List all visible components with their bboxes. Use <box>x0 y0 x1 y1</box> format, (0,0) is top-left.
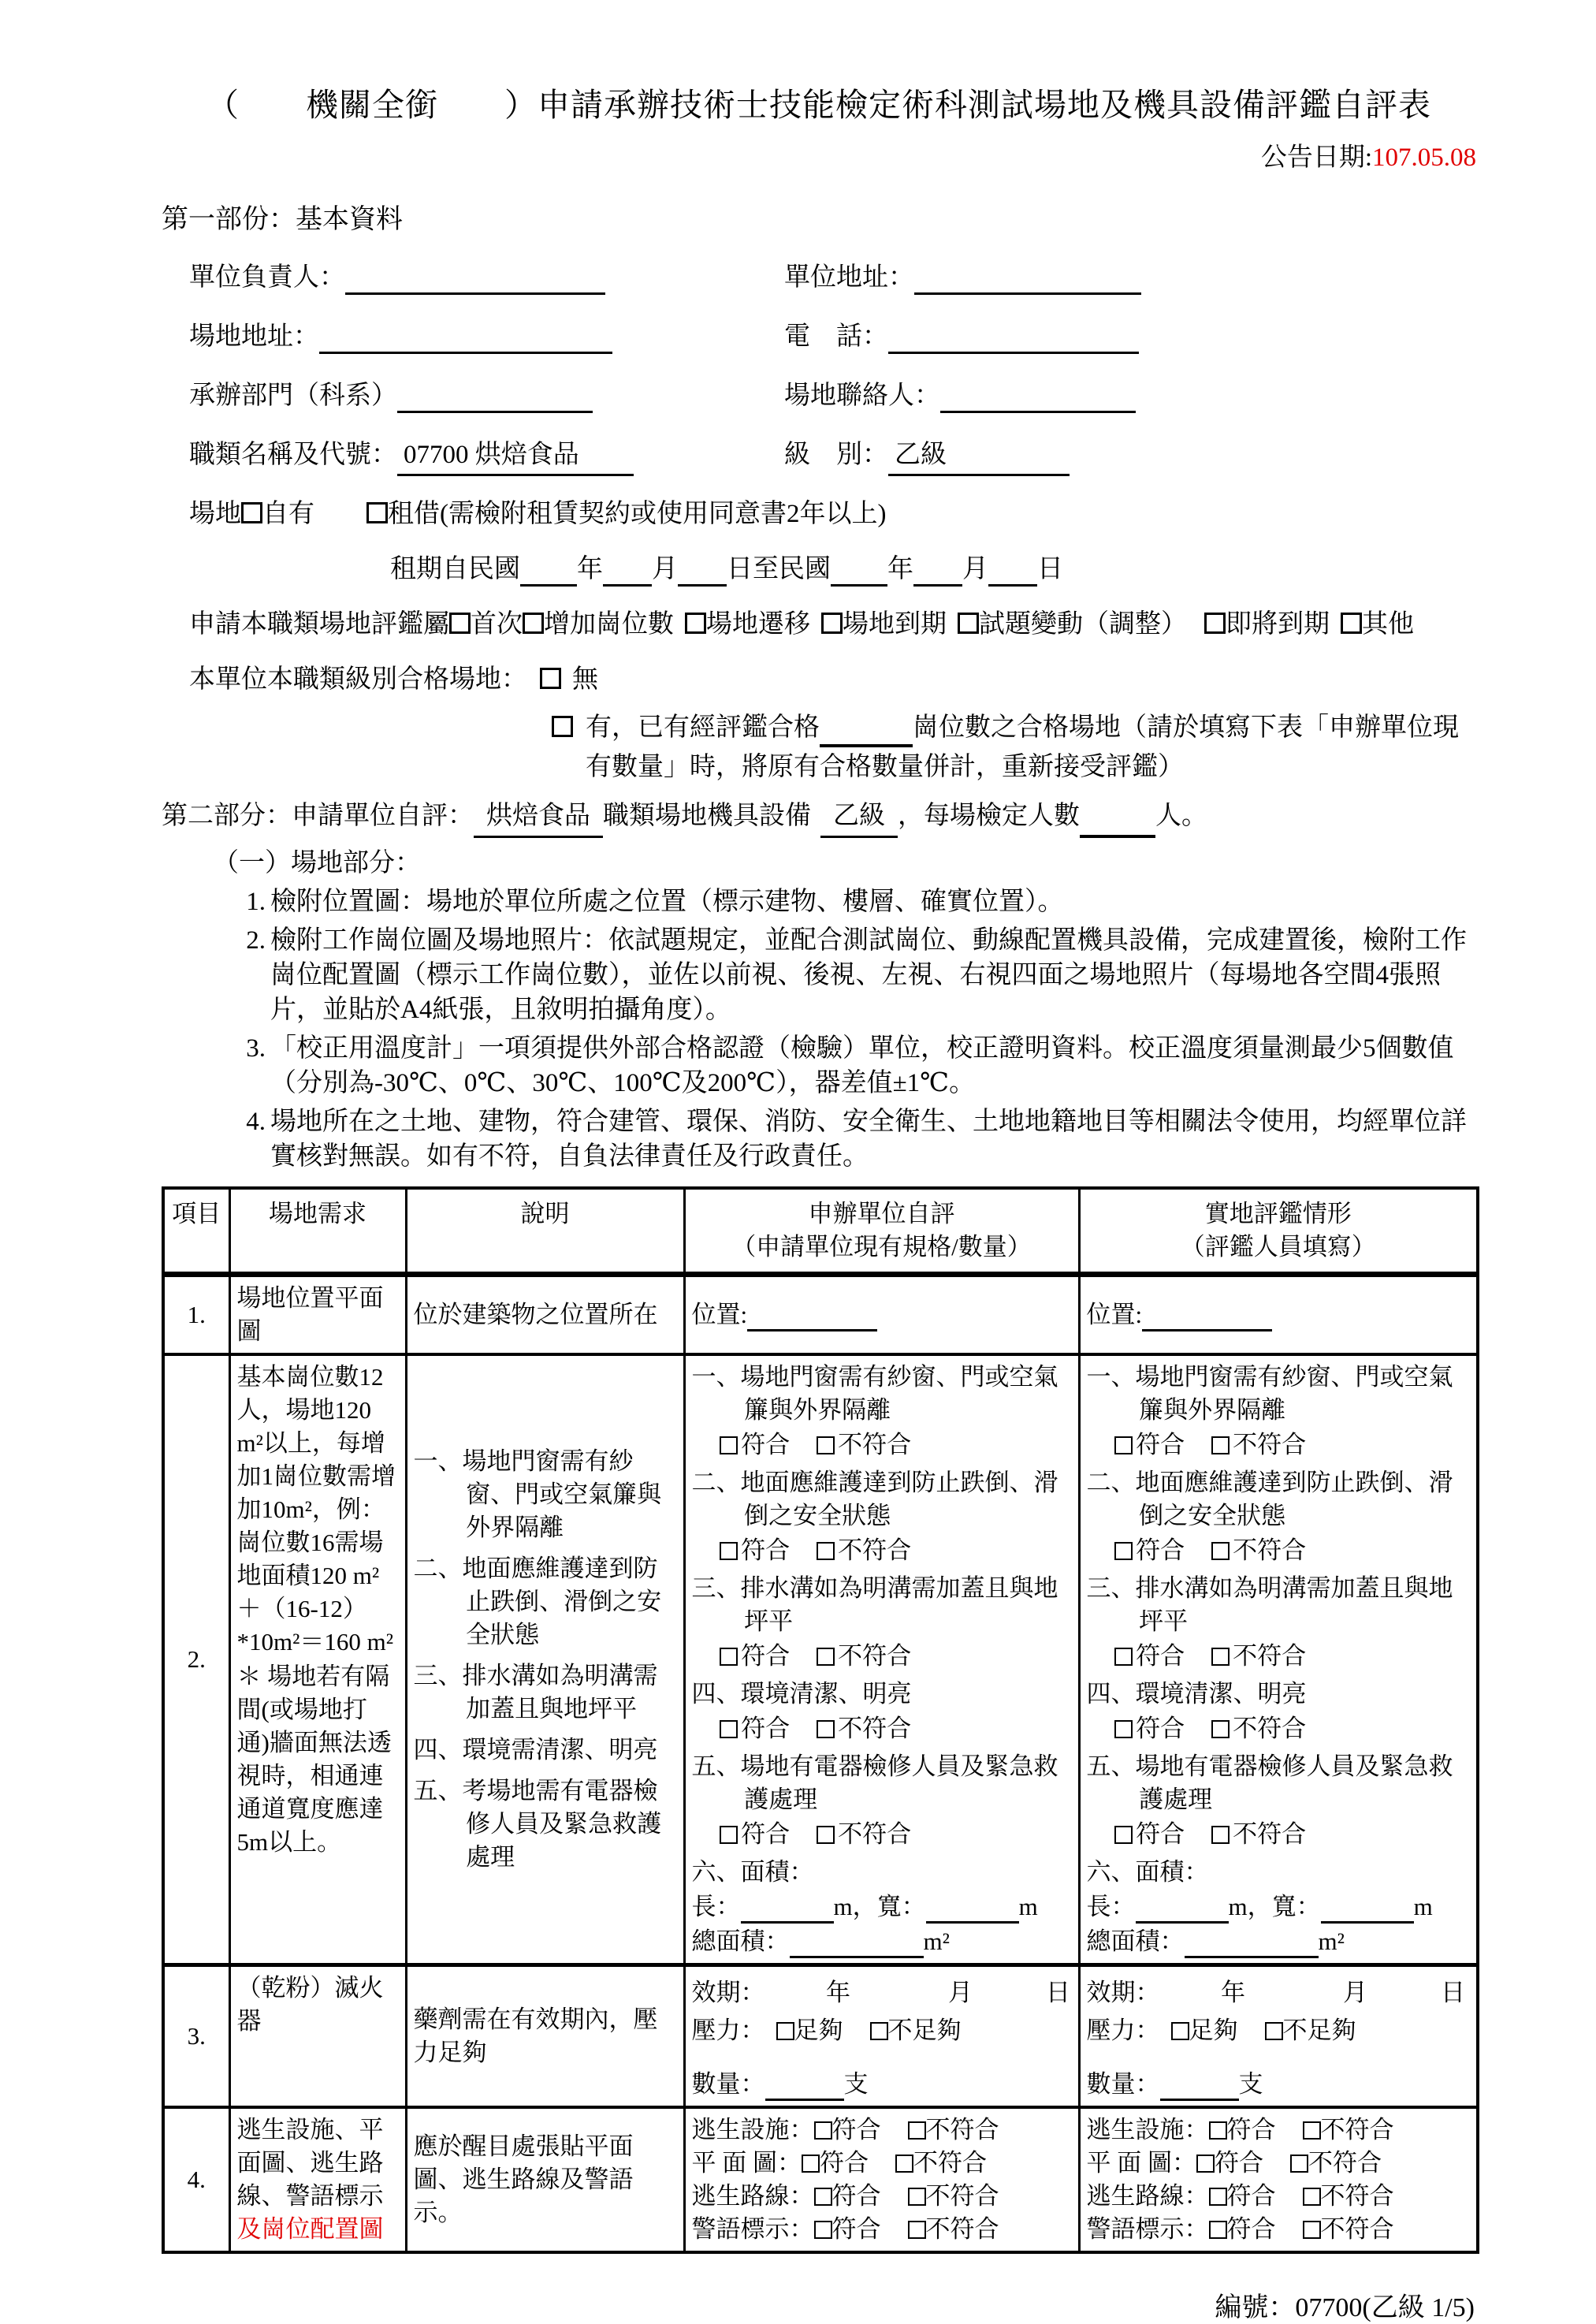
line-label: 逃生設施： <box>691 2116 814 2143</box>
square-meter-unit: m² <box>923 1927 950 1955</box>
quantity-unit: 支 <box>843 2070 869 2098</box>
criterion-text: 三、排水溝如為明溝需加蓋且與地坪平 <box>691 1574 1058 1635</box>
length-label: 長： <box>691 1893 741 1920</box>
pressure-low-checkbox[interactable] <box>870 2022 888 2040</box>
desc-item: 三、排水溝如為明溝需加蓋且與地坪平 <box>413 1662 658 1723</box>
test-change-checkbox[interactable] <box>958 613 979 634</box>
meter-unit: m <box>1413 1893 1433 1920</box>
header-requirement: 場地需求 <box>229 1188 406 1275</box>
width-field[interactable] <box>1321 1895 1414 1924</box>
pass-label: 符合 <box>741 1820 791 1848</box>
criterion-text: 二、地面應維護達到防止跌倒、滑倒之安全狀態 <box>691 1469 1058 1529</box>
option-label: 增加崗位數 <box>544 610 674 639</box>
row4-onsite-eval <box>1079 2107 1478 2252</box>
quantity-field[interactable] <box>1160 2073 1239 2101</box>
width-field[interactable] <box>926 1895 1019 1924</box>
rent-start-year-field[interactable] <box>520 557 577 587</box>
fail-label: 不符合 <box>838 1536 912 1564</box>
field-row <box>162 438 1476 476</box>
fail-checkbox[interactable] <box>908 2121 926 2140</box>
criterion-text: 三、排水溝如為明溝需加蓋且與地坪平 <box>1086 1574 1453 1635</box>
total-area-field[interactable] <box>1185 1930 1319 1958</box>
criterion-text: 五、場地有電器檢修人員及緊急救護處理 <box>691 1752 1058 1813</box>
row3-requirement: （乾粉）滅火器 <box>229 1965 406 2108</box>
line-label: 逃生路線： <box>1086 2182 1209 2210</box>
qualified-site-label: 本單位本職類級別合格場地： <box>189 665 527 694</box>
expiring-soon-checkbox[interactable] <box>1204 613 1226 634</box>
fail-label: 不符合 <box>838 1715 912 1742</box>
row2-number: 2. <box>163 1354 229 1965</box>
page-title: （ 機關全銜 ）申請承辦技術士技能檢定術科測試場地及機具設備評鑑自評表 <box>206 87 1431 123</box>
quantity-line <box>1087 2068 1471 2101</box>
fail-checkbox[interactable] <box>1211 1648 1230 1666</box>
evaluation-table <box>162 1186 1479 2254</box>
option-label: 即將到期 <box>1226 610 1330 639</box>
fail-label: 不符合 <box>1320 2116 1394 2143</box>
yes-checkbox[interactable] <box>552 716 573 737</box>
row2-requirement-main: 基本崗位數12人，場地120 m²以上，每增加1崗位數需增加10m²，例：崗位數16需場地面積120 m²＋（16-12）*10m²＝160 m² <box>236 1363 396 1655</box>
rent-start-month-field[interactable] <box>603 557 652 587</box>
candidate-count-field[interactable] <box>1080 808 1155 838</box>
job-type-label: 職類名稱及代號： <box>189 441 397 469</box>
header-self-eval-title: 申辦單位自評 <box>808 1200 955 1227</box>
rent-period-text: 年 <box>577 555 603 583</box>
pressure-label: 壓力： <box>1086 2017 1160 2044</box>
escape-route-line <box>692 2180 1072 2213</box>
fail-label: 不符合 <box>1320 2215 1394 2243</box>
header-self-eval-sub: （申請單位現有規格/數量） <box>731 1233 1032 1261</box>
announce-date-line <box>162 136 1476 173</box>
fail-label: 不符合 <box>1233 1642 1307 1670</box>
fail-checkbox[interactable] <box>817 1826 835 1844</box>
enough-label: 足夠 <box>1189 2017 1238 2044</box>
department-label: 承辦部門（科系） <box>189 382 397 410</box>
pass-checkbox[interactable] <box>814 2221 832 2239</box>
option-label: 場地到期 <box>843 610 947 639</box>
meter-unit: m <box>1018 1893 1038 1920</box>
location-label: 位置: <box>691 1301 748 1328</box>
row1-number: 1. <box>163 1275 229 1355</box>
criterion-text: 五、場地有電器檢修人員及緊急救護處理 <box>1086 1752 1453 1813</box>
item-text: 檢附工作崗位圖及場地照片：依試題規定，並配合測試崗位、動線配置機具設備，完成建置後，檢附工作崗位配置圖（標示工作崗位數），並佐以前視、後視、左視、右視四面之場地照片（每場地各空間4張照片，並貼於A4紙張，且敘明拍攝角度）。 <box>270 926 1467 1024</box>
quantity-label: 數量： <box>691 2070 765 2098</box>
row4-requirement-red-text: 及崗位配置圖 <box>236 2215 384 2243</box>
fail-checkbox[interactable] <box>1303 2121 1321 2140</box>
quantity-field[interactable] <box>765 2073 844 2101</box>
line-label: 平 面 圖： <box>1086 2149 1196 2177</box>
desc-item: 四、環境需清潔、明亮 <box>413 1736 658 1763</box>
rent-period-text: 租期自民國 <box>390 555 520 583</box>
row3-self-eval <box>684 1965 1079 2108</box>
qualified-yes-text <box>573 708 1464 787</box>
row3-number: 3. <box>163 1965 229 2108</box>
site-expired-checkbox[interactable] <box>821 613 843 634</box>
fail-label: 不符合 <box>838 1820 912 1848</box>
fail-checkbox[interactable] <box>1290 2155 1308 2173</box>
own-checkbox[interactable] <box>241 502 262 523</box>
fail-checkbox[interactable] <box>1211 1542 1230 1560</box>
qualified-yes-row <box>162 708 1476 787</box>
quantity-line <box>692 2068 1072 2101</box>
phone-label: 電 話： <box>784 322 888 351</box>
meter-unit: m <box>833 1893 853 1920</box>
pass-label: 符合 <box>831 2215 881 2243</box>
pass-label: 符合 <box>1215 2149 1263 2177</box>
department-field[interactable] <box>397 383 593 413</box>
desc-item: 二、地面應維護達到防止跌倒、滑倒之安全狀態 <box>413 1555 662 1648</box>
item-number: 1. <box>246 888 266 916</box>
pass-label: 符合 <box>741 1715 791 1742</box>
total-area-label: 總面積： <box>691 1927 790 1955</box>
part2-level-value: 乙級 <box>820 798 898 838</box>
option-label: 試題變動（調整） <box>979 610 1187 639</box>
pressure-ok-checkbox[interactable] <box>1171 2022 1189 2040</box>
fail-label: 不符合 <box>1233 1536 1307 1564</box>
part2-job-value: 烘焙食品 <box>474 798 603 838</box>
desc-item: 五、考場地需有電器檢修人員及緊急救護處理 <box>413 1777 662 1871</box>
row1-self-eval <box>684 1275 1079 1355</box>
fail-checkbox[interactable] <box>1211 1720 1230 1738</box>
fail-checkbox[interactable] <box>817 1648 835 1666</box>
pass-checkbox[interactable] <box>720 1436 738 1454</box>
row1-description: 位於建築物之位置所在 <box>406 1275 684 1355</box>
width-label: ，寬： <box>1247 1893 1321 1920</box>
part2-heading-prefix: 第二部分：申請單位自評： <box>162 802 474 830</box>
field-row <box>162 261 1476 295</box>
none-checkbox[interactable] <box>540 668 561 689</box>
site-ownership-row <box>162 497 1476 531</box>
row2-description <box>406 1354 684 1965</box>
pass-checkbox[interactable] <box>1114 1542 1133 1560</box>
pass-checkbox[interactable] <box>1196 2155 1215 2173</box>
item-number: 4. <box>246 1108 266 1136</box>
fail-label: 不符合 <box>1233 1431 1307 1458</box>
criterion-text: 二、地面應維護達到防止跌倒、滑倒之安全狀態 <box>1086 1469 1453 1529</box>
warning-sign-line <box>1087 2213 1471 2246</box>
pass-checkbox[interactable] <box>1114 1436 1133 1454</box>
desc-item: 一、場地門窗需有紗窗、門或空氣簾與外界隔離 <box>413 1447 662 1541</box>
qualified-count-field[interactable] <box>820 717 913 747</box>
pass-checkbox[interactable] <box>814 2188 832 2206</box>
length-field[interactable] <box>1136 1895 1229 1924</box>
line-label: 警語標示： <box>691 2215 814 2243</box>
own-label: 自有 <box>262 500 314 528</box>
fail-label: 不符合 <box>1233 1715 1307 1742</box>
rent-label: 租借(需檢附租賃契約或使用同意書2年以上) <box>388 500 887 528</box>
unit-address-field[interactable] <box>914 265 1141 295</box>
rent-period-text: 日 <box>1037 555 1063 583</box>
escape-facility-line <box>1087 2114 1471 2147</box>
first-time-checkbox[interactable] <box>449 613 471 634</box>
pass-label: 符合 <box>1136 1642 1185 1670</box>
quantity-unit: 支 <box>1238 2070 1263 2098</box>
floor-plan-line <box>692 2147 1072 2180</box>
length-field[interactable] <box>741 1895 834 1924</box>
part2-heading-mid: 職類場地機具設備 <box>603 802 811 830</box>
option-label: 其他 <box>1362 610 1414 639</box>
fail-checkbox[interactable] <box>908 2188 926 2206</box>
row2-onsite-eval <box>1079 1354 1478 1965</box>
pass-checkbox[interactable] <box>1114 1826 1133 1844</box>
header-description: 說明 <box>406 1188 684 1275</box>
pass-checkbox[interactable] <box>1209 2121 1227 2140</box>
fail-checkbox[interactable] <box>817 1436 835 1454</box>
warning-sign-line <box>692 2213 1072 2246</box>
pass-checkbox[interactable] <box>720 1720 738 1738</box>
part2-item-4 <box>162 1104 1476 1174</box>
part2-heading-suffix: ，每場檢定人數 <box>898 802 1080 830</box>
qualified-site-row <box>162 663 1476 697</box>
table-row <box>163 2107 1478 2252</box>
owner-field[interactable] <box>345 265 605 295</box>
fail-checkbox[interactable] <box>1303 2188 1321 2206</box>
pass-label: 符合 <box>741 1642 791 1670</box>
row2-self-eval <box>684 1354 1079 1965</box>
escape-route-line <box>1087 2180 1471 2213</box>
pressure-label: 壓力： <box>691 2017 765 2044</box>
evaluation-type-prefix: 申請本職類場地評鑑屬 <box>189 610 449 639</box>
fail-label: 不符合 <box>1320 2182 1394 2210</box>
pass-label: 符合 <box>1136 1820 1185 1848</box>
pass-checkbox[interactable] <box>1209 2188 1227 2206</box>
item-number: 3. <box>246 1034 266 1063</box>
pass-checkbox[interactable] <box>1114 1720 1133 1738</box>
length-label: 長： <box>1086 1893 1136 1920</box>
validity-line: 效期： 年 月 日 <box>1086 1979 1465 2006</box>
announce-date: 107.05.08 <box>1372 143 1476 172</box>
add-positions-checkbox[interactable] <box>523 613 544 634</box>
not-enough-label: 不足夠 <box>887 2017 962 2044</box>
none-label: 無 <box>572 665 598 694</box>
floor-plan-line <box>1087 2147 1471 2180</box>
table-row <box>163 1965 1478 2108</box>
row1-onsite-eval <box>1079 1275 1478 1355</box>
fail-label: 不符合 <box>925 2215 999 2243</box>
pressure-line <box>1087 2014 1471 2047</box>
rent-period-row <box>162 553 1476 587</box>
pass-label: 符合 <box>1136 1536 1185 1564</box>
qualified-yes-prefix: 有，已有經評鑑合格 <box>586 713 820 742</box>
location-field[interactable] <box>1142 1303 1272 1331</box>
contact-label: 場地聯絡人： <box>784 382 940 410</box>
line-label: 逃生路線： <box>691 2182 814 2210</box>
pass-label: 符合 <box>1136 1715 1185 1742</box>
pass-label: 符合 <box>1226 2215 1276 2243</box>
pass-label: 符合 <box>1226 2116 1276 2143</box>
contact-field[interactable] <box>940 383 1136 413</box>
row3-onsite-eval <box>1079 1965 1478 2108</box>
line-label: 平 面 圖： <box>691 2149 802 2177</box>
job-type-value: 07700 烘焙食品 <box>397 438 634 476</box>
part2-sub-heading: （一）場地部分： <box>213 849 421 877</box>
pass-label: 符合 <box>820 2149 869 2177</box>
line-label: 警語標示： <box>1086 2215 1209 2243</box>
location-field[interactable] <box>747 1303 877 1331</box>
pass-label: 符合 <box>1136 1431 1185 1458</box>
item-text: 場地所在之土地、建物，符合建管、環保、消防、安全衛生、土地地籍地目等相關法令使用，均經單位詳實核對無誤。如有不符，自負法律責任及行政責任。 <box>270 1108 1467 1171</box>
rent-start-day-field[interactable] <box>678 557 727 587</box>
validity-line: 效期： 年 月 日 <box>691 1979 1070 2006</box>
qualified-yes-suffix: 崗位數之合格場地（請於填寫下表「申辦單位現有數量」時，將原有合格數量併計，重新接受評鑑） <box>586 713 1459 781</box>
row4-requirement-text: 逃生設施、平面圖、逃生路線、警語標示 <box>236 2116 384 2210</box>
rent-end-day-field[interactable] <box>988 557 1037 587</box>
owner-label: 單位負責人： <box>189 263 345 292</box>
meter-unit: m <box>1228 1893 1248 1920</box>
row4-self-eval <box>684 2107 1079 2252</box>
fail-label: 不符合 <box>1308 2149 1382 2177</box>
rent-end-month-field[interactable] <box>913 557 962 587</box>
table-row <box>163 1354 1478 1965</box>
rent-period-text: 年 <box>887 555 913 583</box>
unit-address-label: 單位地址： <box>784 263 914 292</box>
not-enough-label: 不足夠 <box>1282 2017 1356 2044</box>
fail-checkbox[interactable] <box>817 1542 835 1560</box>
fail-checkbox[interactable] <box>817 1720 835 1738</box>
escape-facility-line <box>692 2114 1072 2147</box>
area-title: 六、面積： <box>1086 1858 1209 1886</box>
fail-label: 不符合 <box>913 2149 987 2177</box>
area-total <box>1087 1925 1471 1958</box>
page-code: 編號：07700(乙級 1/5) <box>1215 2293 1475 2322</box>
row4-requirement <box>229 2107 406 2252</box>
site-address-label: 場地地址： <box>189 322 319 351</box>
pass-label: 符合 <box>831 2116 881 2143</box>
fail-checkbox[interactable] <box>895 2155 913 2173</box>
site-address-field[interactable] <box>319 324 612 354</box>
option-label: 首次 <box>471 610 523 639</box>
width-label: ，寬： <box>852 1893 926 1920</box>
pass-label: 符合 <box>1226 2182 1276 2210</box>
item-text: 檢附位置圖：場地於單位所處之位置（標示建物、樓層、確實位置）。 <box>270 888 1064 916</box>
square-meter-unit: m² <box>1318 1927 1345 1955</box>
item-number: 2. <box>246 926 266 955</box>
pass-checkbox[interactable] <box>720 1648 738 1666</box>
criterion-text: 一、場地門窗需有紗窗、門或空氣簾與外界隔離 <box>691 1363 1058 1424</box>
row4-number: 4. <box>163 2107 229 2252</box>
pass-label: 符合 <box>741 1536 791 1564</box>
location-label: 位置: <box>1086 1301 1143 1328</box>
row2-requirement-note: ＊ 場地若有隔間(或場地打通)牆面無法透視時，相通連通道寬度應達5m以上。 <box>236 1663 392 1856</box>
rent-checkbox[interactable] <box>366 502 388 523</box>
pass-checkbox[interactable] <box>720 1826 738 1844</box>
area-title: 六、面積： <box>691 1858 814 1886</box>
rent-end-year-field[interactable] <box>831 557 887 587</box>
header-onsite-sub: （評鑑人員填寫） <box>1180 1233 1376 1261</box>
part2-heading <box>162 798 1476 838</box>
row2-requirement <box>229 1354 406 1965</box>
header-onsite-title: 實地評鑑情形 <box>1204 1200 1352 1227</box>
criterion-text: 四、環境清潔、明亮 <box>691 1680 912 1708</box>
enough-label: 足夠 <box>794 2017 843 2044</box>
row4-description: 應於醒目處張貼平面圖、逃生路線及警語示。 <box>406 2107 684 2252</box>
table-header-row <box>163 1188 1478 1275</box>
level-label: 級 別： <box>784 441 888 469</box>
site-relocation-checkbox[interactable] <box>685 613 706 634</box>
area-dimensions <box>692 1890 1072 1924</box>
option-label: 場地遷移 <box>706 610 810 639</box>
pass-label: 符合 <box>741 1431 791 1458</box>
area-total <box>692 1925 1072 1958</box>
item-text: 「校正用溫度計」一項須提供外部合格認證（檢驗）單位，校正證明資料。校正溫度須量測最少5個數值（分別為-30℃、0℃、30℃、100℃及200℃），器差值±1℃。 <box>270 1034 1454 1097</box>
part2-item-1 <box>162 885 1476 919</box>
evaluation-type-row <box>162 608 1476 642</box>
criterion-text: 一、場地門窗需有紗窗、門或空氣簾與外界隔離 <box>1086 1363 1453 1424</box>
area-dimensions <box>1087 1890 1471 1924</box>
total-area-field[interactable] <box>790 1930 924 1958</box>
part1-heading: 第一部份：基本資料 <box>162 205 403 234</box>
fail-label: 不符合 <box>838 1431 912 1458</box>
table-row <box>163 1275 1478 1355</box>
fail-label: 不符合 <box>925 2182 999 2210</box>
field-row <box>162 320 1476 354</box>
fail-checkbox[interactable] <box>1303 2221 1321 2239</box>
pass-checkbox[interactable] <box>814 2121 832 2140</box>
phone-field[interactable] <box>888 324 1139 354</box>
line-label: 逃生設施： <box>1086 2116 1209 2143</box>
fail-checkbox[interactable] <box>1211 1826 1230 1844</box>
pass-checkbox[interactable] <box>802 2155 820 2173</box>
row1-requirement: 場地位置平面圖 <box>229 1275 406 1355</box>
header-self-eval <box>684 1188 1079 1275</box>
fail-label: 不符合 <box>925 2116 999 2143</box>
rent-period-text: 日至民國 <box>727 555 831 583</box>
field-row <box>162 379 1476 413</box>
fail-label: 不符合 <box>838 1642 912 1670</box>
pressure-ok-checkbox[interactable] <box>776 2022 794 2040</box>
criterion-text: 四、環境清潔、明亮 <box>1086 1680 1307 1708</box>
part2-item-2 <box>162 923 1476 1027</box>
quantity-label: 數量： <box>1086 2070 1160 2098</box>
pass-label: 符合 <box>831 2182 881 2210</box>
site-label: 場地 <box>189 500 241 528</box>
announce-label: 公告日期: <box>1260 143 1372 172</box>
header-item: 項目 <box>163 1188 229 1275</box>
other-checkbox[interactable] <box>1341 613 1362 634</box>
total-area-label: 總面積： <box>1086 1927 1185 1955</box>
fail-checkbox[interactable] <box>908 2221 926 2239</box>
pressure-low-checkbox[interactable] <box>1265 2022 1283 2040</box>
fail-label: 不符合 <box>1233 1820 1307 1848</box>
row3-description: 藥劑需在有效期內，壓力足夠 <box>406 1965 684 2108</box>
pass-checkbox[interactable] <box>720 1542 738 1560</box>
part2-item-3 <box>162 1031 1476 1101</box>
pass-checkbox[interactable] <box>1114 1648 1133 1666</box>
rent-period-text: 月 <box>652 555 678 583</box>
pass-checkbox[interactable] <box>1209 2221 1227 2239</box>
part2-heading-end: 人。 <box>1155 802 1207 830</box>
fail-checkbox[interactable] <box>1211 1436 1230 1454</box>
header-onsite <box>1079 1188 1478 1275</box>
rent-period-text: 月 <box>962 555 988 583</box>
pressure-line <box>692 2014 1072 2047</box>
level-value: 乙級 <box>888 438 1070 476</box>
